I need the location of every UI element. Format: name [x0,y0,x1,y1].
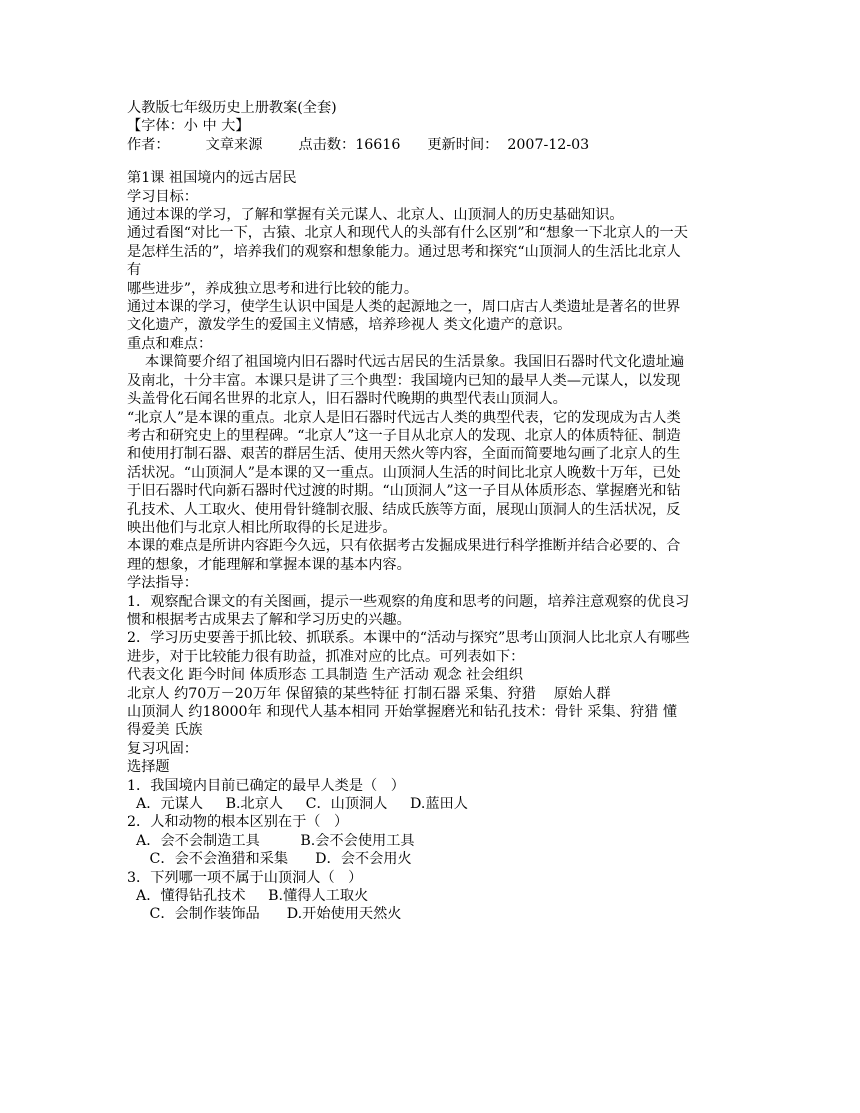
body-line: 1．我国境内目前已确定的最早人类是（ ） [127,777,405,794]
body-line: 有 [127,262,142,279]
body-line: 惯和根据考古成果去了解和学习历史的兴趣。 [127,611,411,628]
font-size-selector[interactable]: 【字体：小 中 大】 [127,118,250,135]
body-line: 通过本课的学习，使学生认识中国是人类的起源地之一，周口店古人类遗址是著名的世界 [127,299,681,316]
body-line: 复习巩固： [127,740,198,757]
body-line: 本课的难点是所讲内容距今久远，只有依据考古发掘成果进行科学推断并结合必要的、合 [127,538,681,555]
body-line: 山顶洞人 约18000年 和现代人基本相同 开始掌握磨光和钻孔技术：骨针 采集、狩猎 懂 [127,704,678,720]
body-line: A．会不会制造工具 B.会不会使用工具 [127,832,415,849]
body-line: 学习目标： [127,188,198,205]
body-line: 通过本课的学习，了解和掌握有关元谋人、北京人、山顶洞人的历史基础知识。 [127,207,624,224]
body-line: 哪些进步”，养成独立思考和进行比较的能力。 [127,280,419,297]
body-line: 2．学习历史要善于抓比较、抓联系。本课中的“活动与探究”思考山顶洞人比北京人有哪些 [127,630,690,647]
body-line: 考古和研究史上的里程碑。“北京人”这一子目从北京人的发现、北京人的体质特征、制造 [127,427,681,444]
body-line: 和使用打制石器、艰苦的群居生活、使用天然火等内容，全面而简要地勾画了北京人的生 [127,446,681,463]
body-line: A．元谋人 B.北京人 C．山顶洞人 D.蓝田人 [127,796,468,813]
body-line: 头盖骨化石闻名世界的北京人，旧石器时代晚期的典型代表山顶洞人。 [127,391,567,408]
body-line: C．会制作装饰品 D.开始使用天然火 [127,906,402,923]
body-line: 及南北，十分丰富。本课只是讲了三个典型：我国境内已知的最早人类—元谋人，以发现 [127,372,681,389]
body-line: 选择题 [127,759,170,776]
body-line: A．懂得钻孔技术 B.懂得人工取火 [127,888,369,905]
article-meta: 作者： 文章来源 点击数：16616 更新时间： 2007-12-03 [127,136,590,153]
body-line: 1．观察配合课文的有关图画，提示一些观察的角度和思考的问题，培养注意观察的优良习 [127,593,690,610]
body-line: 文化遗产，激发学生的爱国主义情感，培养珍视人 类文化遗产的意识。 [127,317,572,334]
body-line: 第1课 祖国境内的远古居民 [127,170,297,187]
section-gap [127,154,747,169]
body-line: 孔技术、人工取火、使用骨针缝制衣服、结成氏族等方面，展现山顶洞人的生活状况，反 [127,501,681,518]
body-line: 2．人和动物的根本区别在于（ ） [127,814,349,831]
body-line: 于旧石器时代向新石器时代过渡的时期。“山顶洞人”这一子目从体质形态、掌握磨光和钻 [127,483,681,500]
body-line: 代表文化 距今时间 体质形态 工具制造 生产活动 观念 社会组织 [127,667,523,684]
body-line: 是怎样生活的”，培养我们的观察和想象能力。通过思考和探究“山顶洞人的生活比北京人 [127,243,681,260]
body-line: 通过看图“对比一下，古猿、北京人和现代人的头部有什么区别”和“想象一下北京人的一天 [127,225,688,242]
body-line: 得爱美 氏族 [127,722,203,739]
body-line: 北京人 约70万－20万年 保留猿的某些特征 打制石器 采集、狩猎 原始人群 [127,685,611,702]
article-body [127,169,747,924]
body-line: 3．下列哪一项不属于山顶洞人（ ） [127,869,363,886]
document-title: 人教版七年级历史上册教案(全套) [127,100,337,116]
body-line: 映出他们与北京人相比所取得的长足进步。 [127,519,397,536]
body-line: C．会不会渔猎和采集 D．会不会用火 [127,851,412,868]
body-line: “北京人”是本课的重点。北京人是旧石器时代远古人类的典型代表，它的发现成为古人类 [127,409,681,426]
body-line: 本课简要介绍了祖国境内旧石器时代远古居民的生活景象。我国旧石器时代文化遗址遍 [127,354,685,371]
body-line: 进步，对于比较能力很有助益，抓准对应的比点。可列表如下： [127,648,525,665]
body-line: 活状况。“山顶洞人”是本课的又一重点。山顶洞人生活的时间比北京人晚数十万年，已处 [127,464,681,481]
body-line: 学法指导： [127,575,198,592]
body-line: 理的想象，才能理解和掌握本课的基本内容。 [127,556,411,573]
document-page [127,99,747,924]
body-line: 重点和难点： [127,335,213,352]
